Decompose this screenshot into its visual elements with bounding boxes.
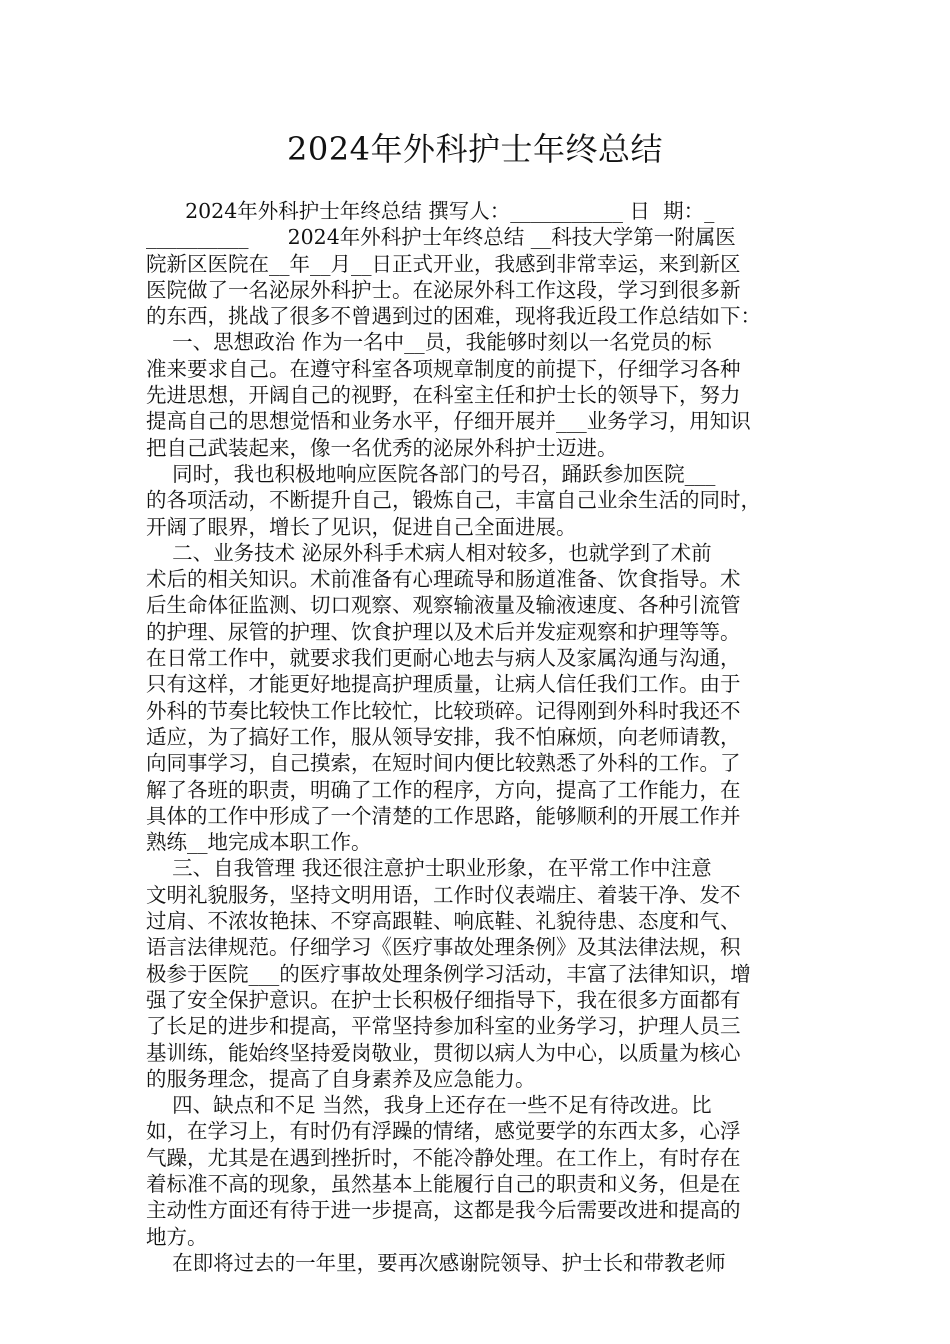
text-line: 语言法律规范。仔细学习《医疗事故处理条例》及其法律法规，积	[146, 935, 741, 960]
text-line: 的服务理念，提高了自身素养及应急能力。	[146, 1066, 536, 1091]
text-line: 医院做了一名泌尿外科护士。在泌尿外科工作这段，学习到很多新	[146, 277, 741, 302]
text-line: 在即将过去的一年里，要再次感谢院领导、护士长和带教老师	[146, 1250, 726, 1275]
text-line: 先进思想，开阔自己的视野，在科室主任和护士长的领导下，努力	[146, 383, 741, 408]
text-line: 后生命体征监测、切口观察、观察输液量及输液速度、各种引流管	[146, 593, 741, 618]
page-title: 2024年外科护士年终总结	[287, 130, 663, 168]
text-line: 在日常工作中，就要求我们更耐心地去与病人及家属沟通与沟通，	[146, 646, 741, 671]
text-line: 的各项活动，不断提升自己，锻炼自己，丰富自己业余生活的同时，	[146, 488, 761, 513]
text-line: 开阔了眼界，增长了见识，促进自己全面进展。	[146, 514, 577, 539]
text-line: 主动性方面还有待于进一步提高，这都是我今后需要改进和提高的	[146, 1198, 741, 1223]
document-body	[146, 198, 810, 1276]
text-line: 文明礼貌服务，坚持文明用语，工作时仪表端庄、着装干净、发不	[146, 882, 741, 907]
text-line: 熟练__地完成本职工作。	[146, 830, 372, 855]
text-line: 2024年外科护士年终总结 撰写人：___________ 日 期：_	[146, 199, 715, 223]
text-line: 解了各班的职责，明确了工作的程序，方向，提高了工作能力，在	[146, 777, 741, 802]
text-line: 术后的相关知识。术前准备有心理疏导和肠道准备、饮食指导。术	[146, 567, 741, 592]
text-line: 三、自我管理 我还很注意护士职业形象，在平常工作中注意	[146, 856, 712, 881]
text-line: 了长足的进步和提高，平常坚持参加科室的业务学习，护理人员三	[146, 1014, 741, 1039]
text-line: 地方。	[146, 1224, 208, 1249]
text-line: 同时，我也积极地响应医院各部门的号召，踊跃参加医院___	[146, 461, 716, 486]
text-line: __________ 2024年外科护士年终总结 __科技大学第一附属医	[146, 225, 736, 250]
text-line: 基训练，能始终坚持爱岗敬业，贯彻以病人为中心，以质量为核心	[146, 1040, 741, 1065]
text-line: 气躁，尤其是在遇到挫折时，不能冷静处理。在工作上，有时存在	[146, 1145, 741, 1170]
text-line: 四、缺点和不足 当然，我身上还存在一些不足有待改进。比	[146, 1093, 712, 1118]
text-line: 院新区医院在__年__月__日正式开业，我感到非常幸运，来到新区	[146, 251, 741, 276]
text-line: 准来要求自己。在遵守科室各项规章制度的前提下，仔细学习各种	[146, 356, 741, 381]
text-line: 提高自己的思想觉悟和业务水平，仔细开展并___业务学习，用知识	[146, 409, 751, 434]
text-line: 的东西，挑战了很多不曾遇到过的困难，现将我近段工作总结如下：	[146, 304, 761, 329]
text-line: 如，在学习上，有时仍有浮躁的情绪，感觉要学的东西太多，心浮	[146, 1119, 741, 1144]
text-line: 把自己武装起来，像一名优秀的泌尿外科护士迈进。	[146, 435, 618, 460]
text-line: 外科的节奏比较快工作比较忙，比较琐碎。记得刚到外科时我还不	[146, 698, 741, 723]
text-line: 适应，为了搞好工作，服从领导安排，我不怕麻烦，向老师请教，	[146, 724, 741, 749]
text-line: 着标准不高的现象，虽然基本上能履行自己的职责和义务，但是在	[146, 1171, 741, 1196]
text-line: 的护理、尿管的护理、饮食护理以及术后并发症观察和护理等等。	[146, 619, 741, 644]
text-line: 向同事学习，自己摸索，在短时间内便比较熟悉了外科的工作。了	[146, 751, 741, 776]
text-line: 极参于医院___的医疗事故处理条例学习活动，丰富了法律知识，增	[146, 961, 751, 986]
text-line: 过肩、不浓妆艳抹、不穿高跟鞋、响底鞋、礼貌待患、态度和气、	[146, 909, 741, 934]
text-line: 强了安全保护意识。在护士长积极仔细指导下，我在很多方面都有	[146, 987, 741, 1012]
text-line: 具体的工作中形成了一个清楚的工作思路，能够顺利的开展工作并	[146, 803, 741, 828]
text-line: 二、业务技术 泌尿外科手术病人相对较多，也就学到了术前	[146, 540, 712, 565]
text-line: 一、思想政治 作为一名中__员，我能够时刻以一名党员的标	[146, 330, 712, 355]
text-line: 只有这样，才能更好地提高护理质量，让病人信任我们工作。由于	[146, 672, 741, 697]
